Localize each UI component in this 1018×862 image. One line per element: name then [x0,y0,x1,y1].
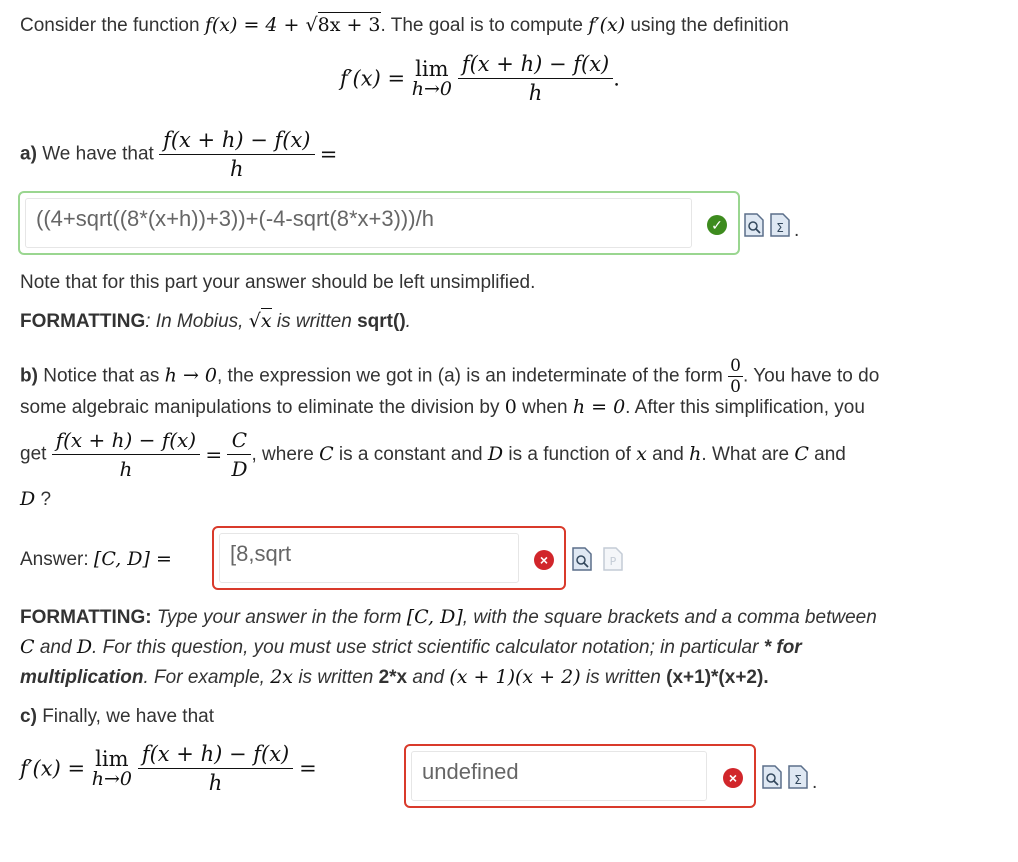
part-b-formatting-line1: FORMATTING: Type your answer in the form [C, D], with the square brackets and a comma between [20,606,877,628]
part-b-line1: b) Notice that as h → 0, the expression we got in (a) is an indeterminate of the form $\frac{0}{0}$ . You have to do [20,356,880,397]
part-c-formula: f′(x) = lim h→0 $\frac{f(x + h) - f(x)}{h}$ = [20,742,317,795]
svg-text:P: P [609,555,617,568]
preview-icon[interactable] [762,765,782,789]
part-b-line3: get $\frac{f(x + h) - f(x)}{h}$ = $\frac{C}{D}$ , where C is a constant and D is a function of x and h. What are C and [20,428,846,481]
part-b-line4: D ? [20,488,52,510]
part-b-answer-input[interactable]: [8,sqrt [219,533,519,583]
c-over-d-fraction: $\frac{C}{D}$ [227,428,251,481]
limit-operator: lim h→0 [91,746,132,790]
part-b-formatting-line3: multiplication. For example, 2x is written 2*x and (x + 1)(x + 2) is written (x+1)*(x+2). [20,666,769,688]
part-b-fraction: $\frac{f(x + h) - f(x)}{h}$ [52,428,200,481]
part-a-fraction: $\frac{f(x + h) - f(x)}{h}$ [159,128,314,181]
part-c-prompt: c) Finally, we have that [20,706,214,727]
definition-formula: f′(x) = lim h→0 $\frac{f(x + h) - f(x)}{h}$ . [340,52,620,105]
part-a-answer-input[interactable]: ((4+sqrt((8*(x+h))+3))+(-4-sqrt(8*x+3)))/h [25,198,692,248]
intro-line: Consider the function f(x) = 4 + √8x + 3. The goal is to compute f′(x) using the definition [20,14,789,36]
preview-icon[interactable] [572,547,592,571]
equation-editor-icon[interactable] [788,765,808,789]
svg-text:Σ: Σ [794,773,802,787]
part-b-line2: some algebraic manipulations to eliminate the division by 0 when h = 0. After this simplification, you [20,396,865,418]
svg-text:Σ: Σ [776,221,784,235]
x-icon: × [534,550,554,570]
plot-icon-disabled [603,547,623,571]
limit-operator: lim h→0 [411,56,452,100]
preview-icon[interactable] [744,213,764,237]
part-a-note: Note that for this part your answer should be left unsimplified. [20,272,536,293]
x-icon: × [723,768,743,788]
part-a-prompt: a) We have that $\frac{f(x + h) - f(x)}{h}$ = [20,128,338,181]
definition-fraction: $\frac{f(x + h) - f(x)}{h}$ [458,52,613,105]
indeterminate-fraction: $\frac{0}{0}$ [730,356,741,397]
check-icon: ✓ [707,215,727,235]
part-c-answer-input[interactable]: undefined [411,751,707,801]
equation-editor-icon[interactable] [770,213,790,237]
part-c-fraction: $\frac{f(x + h) - f(x)}{h}$ [138,742,293,795]
part-b-formatting-line2: C and D. For this question, you must use strict scientific calculator notation; in particular * for [20,636,802,658]
part-a-formatting: FORMATTING: In Mobius, √x is written sqrt(). [20,310,411,332]
part-b-answer-label: Answer: [C, D] = [20,548,172,570]
part-a-period: . [794,220,800,241]
part-c-period: . [812,772,818,793]
